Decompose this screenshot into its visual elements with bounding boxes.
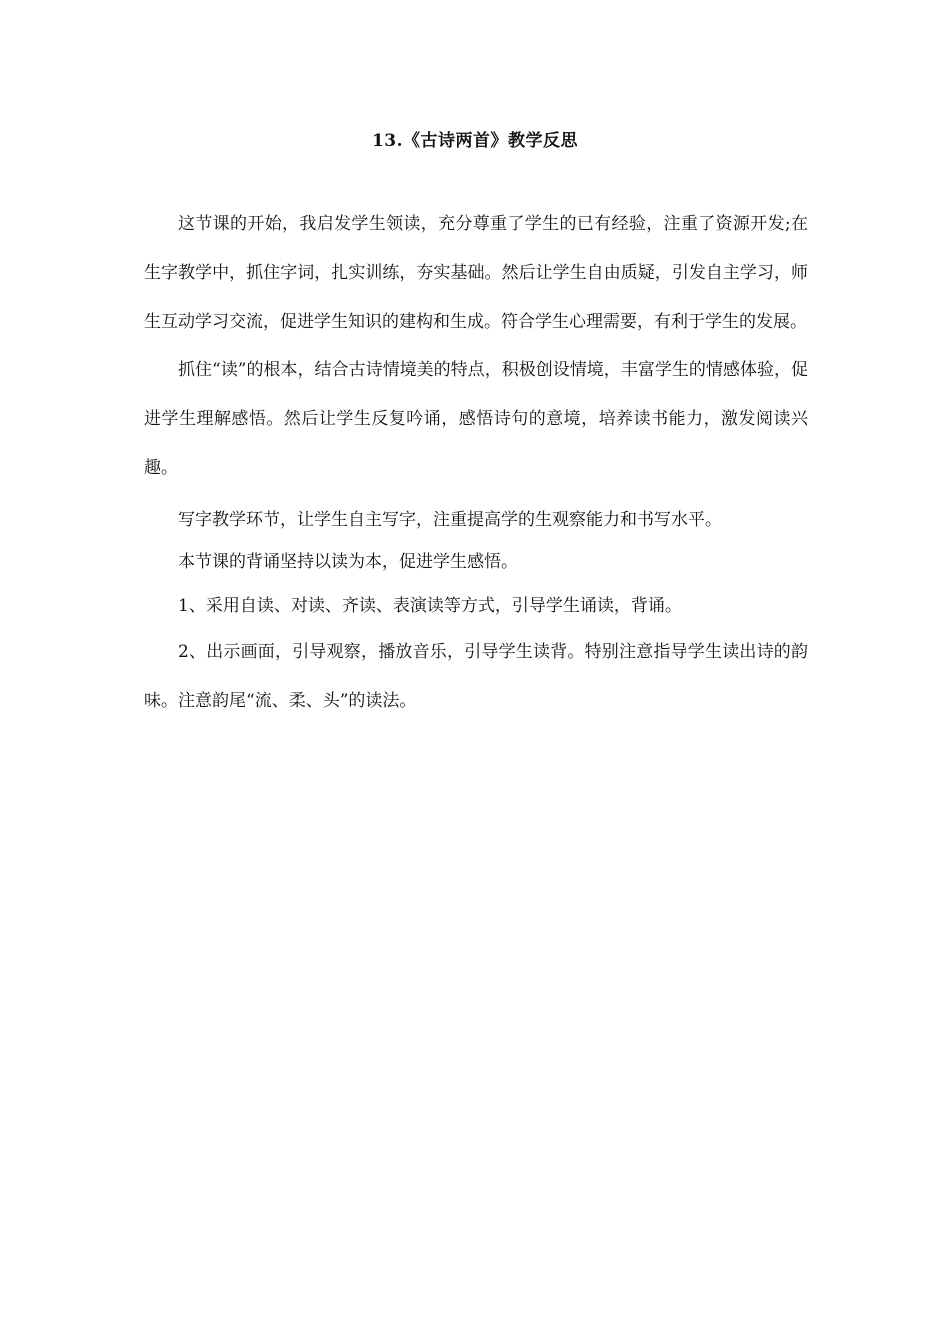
paragraph-6: 2、出示画面，引导观察，播放音乐，引导学生读背。特别注意指导学生读出诗的韵味。注意韵尾“流、柔、头”的读法。 [144, 642, 808, 711]
paragraph-1: 这节课的开始，我启发学生领读，充分尊重了学生的已有经验，注重了资源开发;在生字教学中，抓住字词，扎实训练，夯实基础。然后让学生自由质疑，引发自主学习，师生互动学习交流，促进学生知识的建构和生成。符合学生心理需要，有利于学生的发展。 [144, 214, 808, 332]
paragraph-3: 写字教学环节，让学生自主写字，注重提高学的生观察能力和书写水平。 [178, 510, 722, 530]
paragraph-5: 1、采用自读、对读、齐读、表演读等方式，引导学生诵读，背诵。 [178, 596, 682, 616]
paragraph-4: 本节课的背诵坚持以读为本，促进学生感悟。 [178, 552, 518, 572]
document-title: 13.《古诗两首》教学反思 [371, 131, 579, 151]
paragraph-2: 抓住“读”的根本，结合古诗情境美的特点，积极创设情境，丰富学生的情感体验，促进学生理解感悟。然后让学生反复吟诵，感悟诗句的意境，培养读书能力，激发阅读兴趣。 [144, 360, 808, 478]
document-body [144, 208, 808, 726]
